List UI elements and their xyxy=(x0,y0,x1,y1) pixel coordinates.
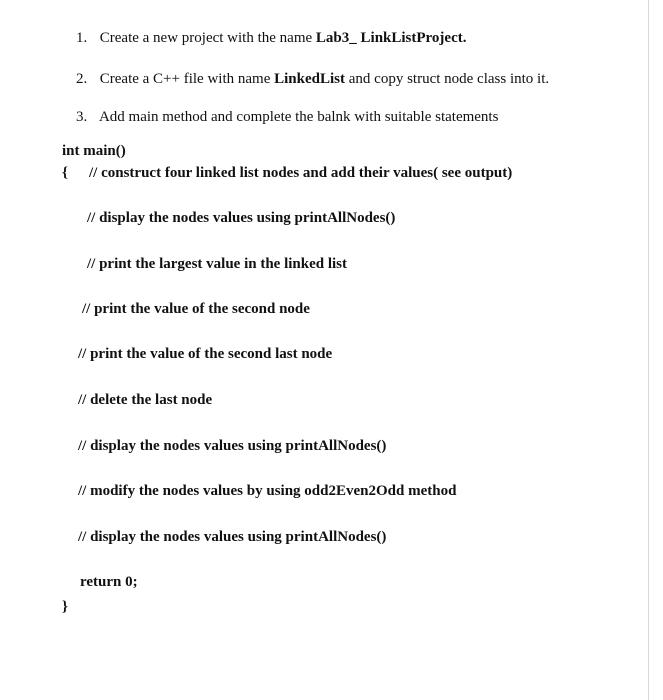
comment-display-nodes-3: // display the nodes values using printAllNodes() xyxy=(78,529,387,545)
instruction-step-2 xyxy=(76,70,549,88)
step-text: Add main method and complete the balnk with suitable statements xyxy=(98,109,499,125)
comment-delete-last: // delete the last node xyxy=(78,392,213,408)
comment-construct-nodes: // construct four linked list nodes and add their values( see output) xyxy=(89,165,513,181)
open-brace: { xyxy=(62,165,68,181)
comment-modify-values: // modify the nodes values by using odd2Even2Odd method xyxy=(78,483,457,499)
instruction-step-3 xyxy=(76,108,498,126)
close-brace: } xyxy=(62,599,68,615)
step-number: 2. xyxy=(76,71,88,87)
comment-print-second-last: // print the value of the second last node xyxy=(78,346,333,362)
main-signature: int main() xyxy=(62,143,126,159)
comment-display-nodes-2: // display the nodes values using printAllNodes() xyxy=(78,438,387,454)
return-statement: return 0; xyxy=(80,574,138,590)
step-text: Create a C++ file with name xyxy=(99,71,275,87)
step-text: Create a new project with the name xyxy=(99,30,316,46)
step-number: 1. xyxy=(76,30,88,46)
comment-print-largest: // print the largest value in the linked list xyxy=(87,256,348,272)
page-edge-divider xyxy=(648,0,649,700)
file-name: LinkedList xyxy=(274,71,345,87)
step-text-continued: and copy struct node class into it. xyxy=(345,71,550,87)
instruction-step-1 xyxy=(76,29,467,47)
project-name: Lab3_ LinkListProject. xyxy=(315,30,467,46)
comment-display-nodes-1: // display the nodes values using printAllNodes() xyxy=(87,210,396,226)
comment-print-second: // print the value of the second node xyxy=(82,301,310,317)
step-number: 3. xyxy=(76,109,88,125)
